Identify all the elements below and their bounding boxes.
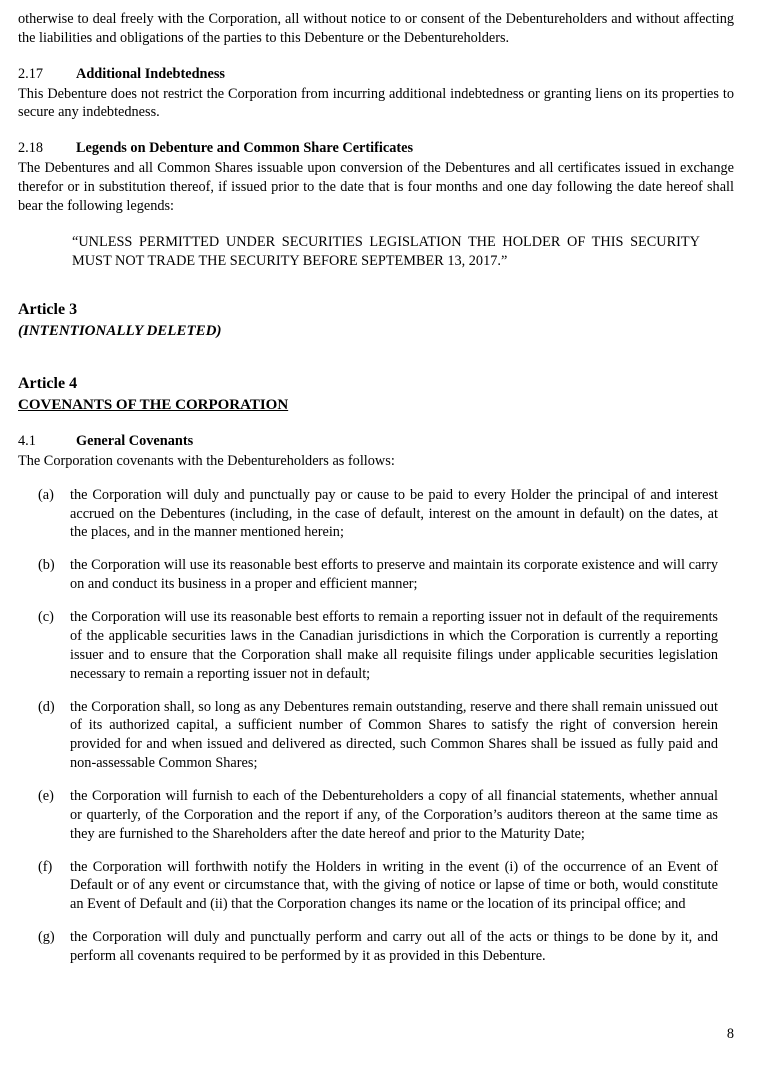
list-item-marker: (e) <box>38 787 54 804</box>
list-item <box>18 787 718 844</box>
list-item-text: the Corporation will duly and punctually pay or cause to be paid to every Holder the principal of and interest accrued on the Debentures (including, in the case of default, interest on the amount in default) on the dates, at the places, and in the manner mentioned herein; <box>70 486 718 541</box>
list-item <box>18 858 718 915</box>
list-item-marker: (a) <box>38 486 54 503</box>
continued-paragraph: otherwise to deal freely with the Corporation, all without notice to or consent of the Debentureholders and without affecting the liabilities and obligations of the parties to this Debenture or the Debentureholders. <box>18 11 734 46</box>
section-number: 2.18 <box>18 140 44 157</box>
list-item-text: the Corporation will use its reasonable best efforts to preserve and maintain its corporate existence and will carry on and conduct its business in a proper and efficient manner; <box>70 557 718 593</box>
section-body-4-1: The Corporation covenants with the Debentureholders as follows: <box>18 452 395 469</box>
article-4-subtitle: COVENANTS OF THE CORPORATION <box>18 396 289 413</box>
section-body-2-17: This Debenture does not restrict the Corporation from incurring additional indebtedness or granting liens on its properties to secure any indebtedness. <box>18 85 734 121</box>
list-item-marker: (f) <box>38 858 53 875</box>
list-item <box>18 556 718 594</box>
covenant-list <box>18 486 718 966</box>
article-3-title: Article 3 <box>18 301 78 319</box>
article-4-title: Article 4 <box>18 374 78 392</box>
page-number: 8 <box>726 1026 734 1042</box>
list-item-text: the Corporation will use its reasonable best efforts to remain a reporting issuer not in default of the requirements of the applicable securities laws in the Canadian jurisdictions in which the Corporation is currently a reporting issuer and to ensure that the Corporation shall make all requisite filings under applicable securities legislation necessary to remain a reporting issuer not in default; <box>70 609 718 682</box>
section-title: Additional Indebtedness <box>76 65 225 82</box>
section-number: 2.17 <box>18 65 44 82</box>
section-body-2-18: The Debentures and all Common Shares issuable upon conversion of the Debentures and all certificates issued in exchange therefor or in substitution thereof, if issued prior to the date that is four months and one day following the date hereof shall bear the following legends: <box>18 160 734 214</box>
section-heading-2-17 <box>18 65 734 84</box>
legend-quote: “UNLESS PERMITTED UNDER SECURITIES LEGISLATION THE HOLDER OF THIS SECURITY MUST NOT TRADE THE SECURITY BEFORE SEPTEMBER 13, 2017.” <box>72 233 700 269</box>
list-item-text: the Corporation shall, so long as any Debentures remain outstanding, reserve and there shall remain unissued out of its authorized capital, a sufficient number of Common Shares to satisfy the right of conversion herein provided for and when issued and delivered as directed, such Common Shares shall be issued as fully paid and non-assessable Common Shares; <box>70 698 718 772</box>
section-title: Legends on Debenture and Common Share Certificates <box>76 140 414 157</box>
list-item <box>18 928 718 966</box>
list-item <box>18 698 718 773</box>
article-3-block <box>18 300 734 341</box>
list-item-text: the Corporation will forthwith notify the Holders in writing in the event (i) of the occurrence of an Event of Default or of any event or circumstance that, with the giving of notice or lapse of time or both, would constitute an Event of Default and (ii) that the Corporation changes its name or the location of its principal office; and <box>70 858 718 913</box>
article-4-block <box>18 374 734 415</box>
list-item <box>18 608 718 683</box>
section-heading-4-1 <box>18 432 734 451</box>
section-number: 4.1 <box>18 433 36 450</box>
list-item-text: the Corporation will furnish to each of the Debentureholders a copy of all financial statements, whether annual or quarterly, of the Corporation and the report if any, of the Corporation’s auditors thereon at the same time as they are furnished to the Shareholders after the date hereof and prior to the Maturity Date; <box>70 787 718 842</box>
covenant-list-wrapper <box>18 486 734 966</box>
list-item <box>18 486 718 543</box>
article-3-subtitle: (INTENTIONALLY DELETED) <box>18 323 222 340</box>
list-item-marker: (c) <box>38 609 54 626</box>
list-item-marker: (g) <box>38 929 55 946</box>
list-item-text: the Corporation will duly and punctually perform and carry out all of the acts or things to be done by it, and perform all covenants required to be performed by it as provided in this Debenture. <box>70 929 718 964</box>
list-item-marker: (b) <box>38 557 55 574</box>
list-item-marker: (d) <box>38 698 55 715</box>
section-heading-2-18 <box>18 139 734 158</box>
section-title: General Covenants <box>76 433 194 450</box>
